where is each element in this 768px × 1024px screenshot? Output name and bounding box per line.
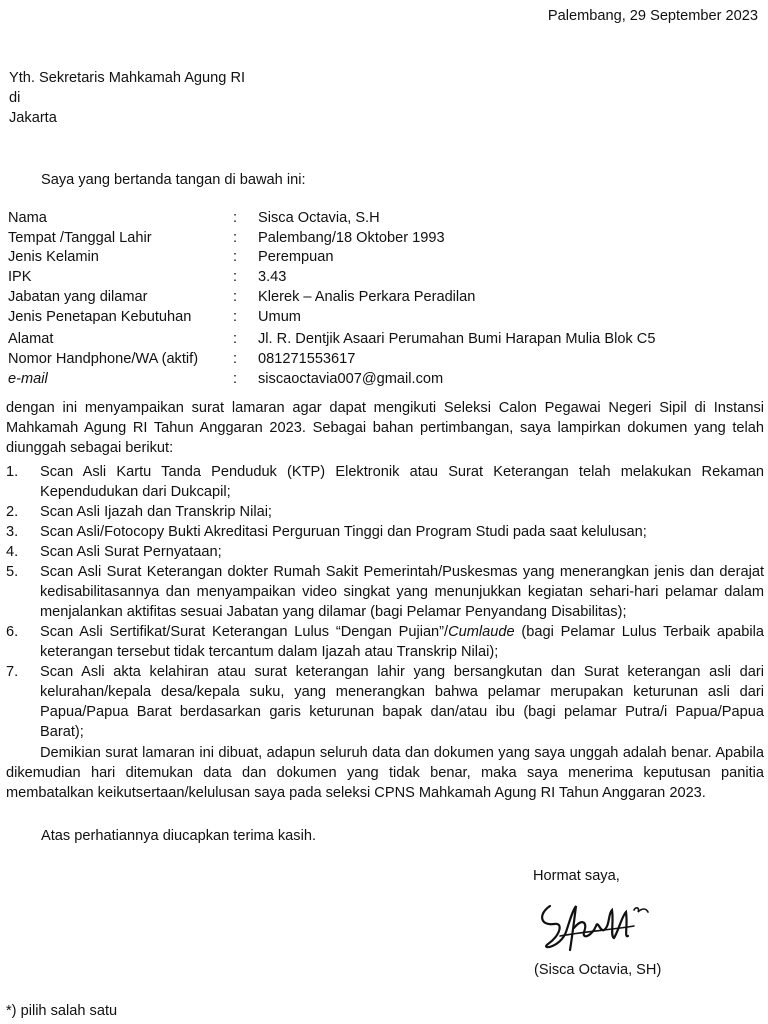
identity-colon: : [233, 351, 238, 367]
closing-paragraph: Demikian surat lamaran ini dibuat, adapun seluruh data dan dokumen yang saya unggah adalah benar. Apabila dikemudian hari ditemukan data dan dokumen yang tidak benar, maka saya menerima keputusan panitia membatalkan keikutsertaan/kelulusan saya pada seleksi CPNS Mahkamah Agung RI Tahun Anggaran 2023. [6, 745, 764, 801]
list-number: 2. [6, 504, 19, 520]
list-number: 1. [6, 464, 19, 480]
identity-colon: : [233, 289, 238, 305]
letter-date: Palembang, 29 September 2023 [547, 8, 758, 24]
list-text: Scan Asli Kartu Tanda Penduduk (KTP) Elektronik atau Surat Keterangan telah melakukan Rekaman Kependudukan dari Dukcapil; [40, 464, 764, 500]
identity-label: Jenis Kelamin [8, 249, 99, 265]
identity-colon: : [233, 249, 238, 265]
list-item [6, 502, 764, 522]
body-paragraph: dengan ini menyampaikan surat lamaran agar dapat mengikuti Seleksi Calon Pegawai Negeri Sipil di Instansi Mahkamah Agung RI Tahun Anggaran 2023. Sebagai bahan pertimbangan, saya lampirkan dokumen yang telah diunggah sebagai berikut: [6, 400, 764, 456]
list-number: 6. [6, 624, 19, 640]
list-number: 4. [6, 544, 19, 560]
list-item [6, 462, 764, 502]
identity-value: Umum [258, 309, 301, 325]
identity-value: Perempuan [258, 249, 334, 265]
list-item [6, 562, 764, 622]
identity-colon: : [233, 210, 238, 226]
identity-value: Palembang/18 Oktober 1993 [258, 230, 445, 246]
list-text: Scan Asli Surat Keterangan dokter Rumah Sakit Pemerintah/Puskesmas yang menerangkan jenis dan derajat kedisabilitasannya dan menyampaikan video singkat yang menunjukkan kegiatan sehari-hari pelamar dalam menjalankan aktifitas sesuai Jabatan yang dilamar (bagi Pelamar Penyandang Disabilitas); [40, 564, 764, 620]
list-item [6, 522, 764, 542]
identity-label: Alamat [8, 331, 54, 347]
identity-colon: : [233, 309, 238, 325]
identity-value: Jl. R. Dentjik Asaari Perumahan Bumi Harapan Mulia Blok C5 [258, 331, 656, 347]
recipient-line-1: Yth. Sekretaris Mahkamah Agung RI [9, 70, 246, 86]
identity-label: Jenis Penetapan Kebutuhan [8, 309, 192, 325]
list-text: Scan Asli/Fotocopy Bukti Akreditasi Perguruan Tinggi dan Program Studi pada saat kelulusan; [40, 524, 647, 540]
identity-colon: : [233, 331, 238, 347]
identity-colon: : [233, 371, 238, 387]
closing-salutation: Hormat saya, [533, 868, 620, 884]
signatory-name: (Sisca Octavia, SH) [534, 962, 662, 978]
identity-label: Nomor Handphone/WA (aktif) [8, 351, 199, 367]
list-number: 3. [6, 524, 19, 540]
list-text: Scan Asli Surat Pernyataan; [40, 544, 222, 560]
identity-colon: : [233, 230, 238, 246]
list-number: 5. [6, 564, 19, 580]
identity-label: IPK [8, 269, 32, 285]
identity-value: Sisca Octavia, S.H [258, 210, 380, 226]
list-text: Scan Asli Sertifikat/Surat Keterangan Lulus “Dengan Pujian”/ [40, 624, 449, 640]
identity-value: 081271553617 [258, 351, 356, 367]
thanks-line: Atas perhatiannya diucapkan terima kasih. [41, 828, 317, 844]
list-item [6, 622, 764, 662]
footnote: *) pilih salah satu [6, 1003, 118, 1019]
identity-label: Nama [8, 210, 47, 226]
list-item [6, 662, 764, 742]
cumlaude-term: Cumlaude [448, 624, 515, 640]
recipient-line-3: Jakarta [9, 110, 57, 126]
identity-label: Tempat /Tanggal Lahir [8, 230, 152, 246]
list-text: Scan Asli Ijazah dan Transkrip Nilai; [40, 504, 272, 520]
list-item [6, 542, 764, 562]
identity-colon: : [233, 269, 238, 285]
list-text: Scan Asli akta kelahiran atau surat keterangan lahir yang bersangkutan dan Surat keterangan asli dari kelurahan/kepala desa/kepala suku, yang menerangkan bahwa pelamar merupakan keturunan asli dari Papua/Papua Barat berdasarkan garis keturunan bapak dan/atau ibu (bagi pelamar Putra/i Papua/Papua Barat); [40, 664, 764, 740]
document-list [6, 462, 764, 742]
list-text-continued: (bagi Pelamar Lulus Terbaik apabila keterangan tersebut tidak tercantum dalam Ijazah atau Transkrip Nilai); [40, 624, 764, 660]
identity-value: 3.43 [258, 269, 287, 285]
identity-value: Klerek – Analis Perkara Peradilan [258, 289, 476, 305]
intro-line: Saya yang bertanda tangan di bawah ini: [41, 172, 306, 188]
list-number: 7. [6, 664, 19, 680]
handwritten-signature [530, 892, 660, 958]
identity-label: e-mail [8, 371, 48, 387]
recipient-line-2: di [9, 90, 21, 106]
identity-value: siscaoctavia007@gmail.com [258, 371, 444, 387]
identity-label: Jabatan yang dilamar [8, 289, 148, 305]
